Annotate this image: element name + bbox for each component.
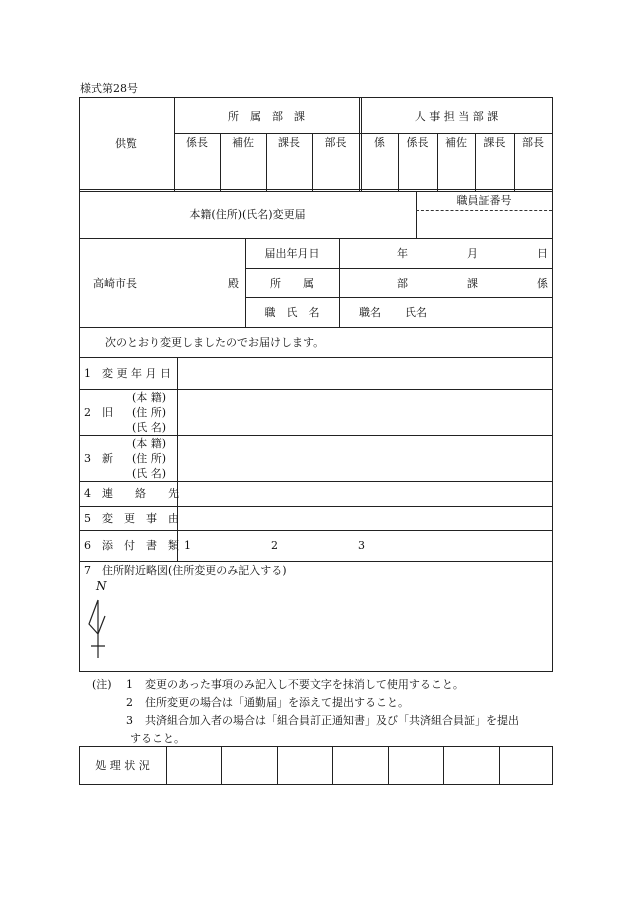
date-label: 届出年月日 (264, 247, 320, 260)
addressee-honorific: 殿 (228, 277, 239, 290)
notes-label: (注) (92, 678, 112, 691)
old-honseki: (本 籍) (132, 391, 167, 404)
hr-col-kakari: 係 (374, 136, 385, 149)
note-3b: すること。 (130, 732, 185, 745)
item-contact: 4 連 絡 先 (84, 487, 179, 500)
dept-col-bucho: 部長 (324, 136, 347, 149)
item-reason: 5 変 更 事 由 (84, 512, 179, 525)
item-map: 7 住所附近略図(住所変更のみ記入する) (84, 564, 287, 577)
form-title: 本籍(住所)(氏名)変更届 (189, 208, 306, 221)
item-change-date: 1 変 更 年 月 日 (84, 367, 171, 380)
item-attachments: 6 添 付 書 類 (84, 539, 179, 552)
note-1: 変更のあった事項のみ記入し不要文字を抹消して使用すること。 (145, 678, 464, 691)
affiliation-dept: 部 (397, 277, 408, 290)
affiliation-unit: 係 (537, 277, 548, 290)
person-name-label: 氏名 (405, 306, 427, 319)
hr-col-bucho: 部長 (522, 136, 544, 149)
old-jusho: (住 所) (132, 406, 167, 419)
old-shimei: (氏 名) (132, 421, 167, 434)
attachment-1: 1 (184, 539, 191, 552)
note-3-num: 3 (126, 714, 133, 727)
attachment-2: 2 (271, 539, 278, 552)
date-year: 年 (397, 247, 408, 260)
date-day: 日 (537, 247, 548, 260)
attachment-3: 3 (358, 539, 365, 552)
north-label: N (96, 579, 107, 593)
dept-col-kakaricho: 係長 (186, 136, 208, 149)
hr-header: 人 事 担 当 部 課 (414, 110, 499, 123)
employee-id-label: 職員証番号 (456, 194, 512, 207)
note-3a: 共済組合加入者の場合は「組合員訂正通知書」及び「共済組合員証」を提出 (145, 714, 519, 727)
intro-text: 次のとおり変更しましたのでお届けします。 (105, 336, 325, 349)
processing-label: 処 理 状 況 (95, 759, 150, 772)
approval-label: 供覧 (115, 137, 137, 150)
new-shimei: (氏 名) (132, 467, 167, 480)
dept-header: 所 属 部 課 (228, 110, 305, 123)
note-2-num: 2 (126, 696, 133, 709)
north-arrow-icon (86, 594, 110, 660)
affiliation-label: 所 属 (270, 277, 314, 290)
hr-col-kacho: 課長 (483, 136, 506, 149)
dept-col-hosa: 補佐 (232, 136, 254, 149)
note-2: 住所変更の場合は「通勤届」を添えて提出すること。 (145, 696, 409, 709)
new-honseki: (本 籍) (132, 437, 167, 450)
item-new: 3 新 (84, 452, 113, 465)
name-label: 職 氏 名 (264, 306, 320, 319)
addressee-name: 高崎市長 (93, 277, 137, 290)
dept-col-kacho: 課長 (278, 136, 300, 149)
note-1-num: 1 (126, 678, 133, 691)
form-number: 様式第28号 (80, 82, 138, 95)
hr-col-kakaricho: 係長 (406, 136, 429, 149)
position-label: 職名 (359, 306, 381, 319)
hr-col-hosa: 補佐 (445, 136, 467, 149)
new-jusho: (住 所) (132, 452, 167, 465)
affiliation-section: 課 (467, 277, 478, 290)
date-month: 月 (467, 247, 478, 260)
item-old: 2 旧 (84, 406, 113, 419)
